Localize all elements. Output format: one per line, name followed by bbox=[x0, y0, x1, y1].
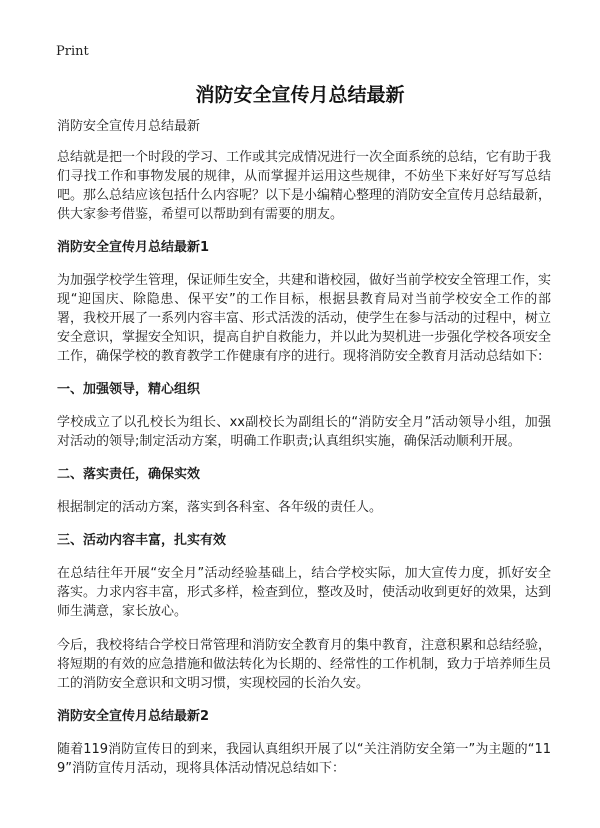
document-subtitle: 消防安全宣传月总结最新 bbox=[57, 119, 201, 134]
section-1-paragraph: 为加强学校学生管理，保证师生安全，共建和谐校园，做好当前学校安全管理工作，实现“迎国庆、除隐患、保平安”的工作目标，根据县教育局对当前学校安全工作的部署，我校开展了一系列内容丰富、形式活泼的活动，使学生在参与活动的过程中，树立安全意识，掌握安全知识，提高自护自救能力，并以此为契机进一步强化学校各项安全工作，确保学校的教育教学工作健康有序的进行。现将消防安全教育月活动总结如下: bbox=[57, 273, 552, 364]
subheading-activities: 三、活动内容丰富，扎实有效 bbox=[57, 533, 227, 548]
subheading-responsibility: 二、落实责任，确保实效 bbox=[57, 467, 201, 482]
subheading-leadership: 一、加强领导，精心组织 bbox=[57, 382, 201, 397]
activities-paragraph: 在总结往年开展“安全月”活动经验基础上，结合学校实际，加大宣传力度，抓好安全落实。力求内容丰富，形式多样，检查到位，整改及时，使活动收到更好的效果，达到师生满意，家长放心。 bbox=[57, 566, 552, 619]
intro-paragraph: 总结就是把一个时段的学习、工作或其完成情况进行一次全面系统的总结，它有助于我们寻找工作和事物发展的规律，从而掌握并运用这些规律，不妨坐下来好好写写总结吧。那么总结应该包括什么内容呢？以下是小编精心整理的消防安全宣传月总结最新，供大家参考借鉴，希望可以帮助到有需要的朋友。 bbox=[57, 150, 552, 222]
section-1-heading: 消防安全宣传月总结最新1 bbox=[57, 240, 210, 255]
future-plan-paragraph: 今后，我校将结合学校日常管理和消防安全教育月的集中教育，注意积累和总结经验，将短期的有效的应急措施和做法转化为长期的、经常性的工作机制，致力于培养师生员工的消防安全意识和文明习惯，实现校园的长治久安。 bbox=[57, 638, 552, 691]
section-2-heading: 消防安全宣传月总结最新2 bbox=[57, 709, 210, 724]
responsibility-paragraph: 根据制定的活动方案，落实到各科室、各年级的责任人。 bbox=[57, 500, 383, 515]
document-body bbox=[57, 118, 551, 793]
print-link[interactable]: Print bbox=[56, 44, 89, 59]
page-title: 消防安全宣传月总结最新 bbox=[195, 84, 405, 106]
leadership-paragraph: 学校成立了以孔校长为组长、xx副校长为副组长的“消防安全月”活动领导小组，加强对活动的领导;制定活动方案，明确工作职责;认真组织实施，确保活动顺利开展。 bbox=[57, 415, 551, 449]
section-2-paragraph: 随着119消防宣传日的到来，我园认真组织开展了以“关注消防安全第一”为主题的“119”消防宣传月活动，现将具体活动情况总结如下： bbox=[57, 742, 551, 776]
